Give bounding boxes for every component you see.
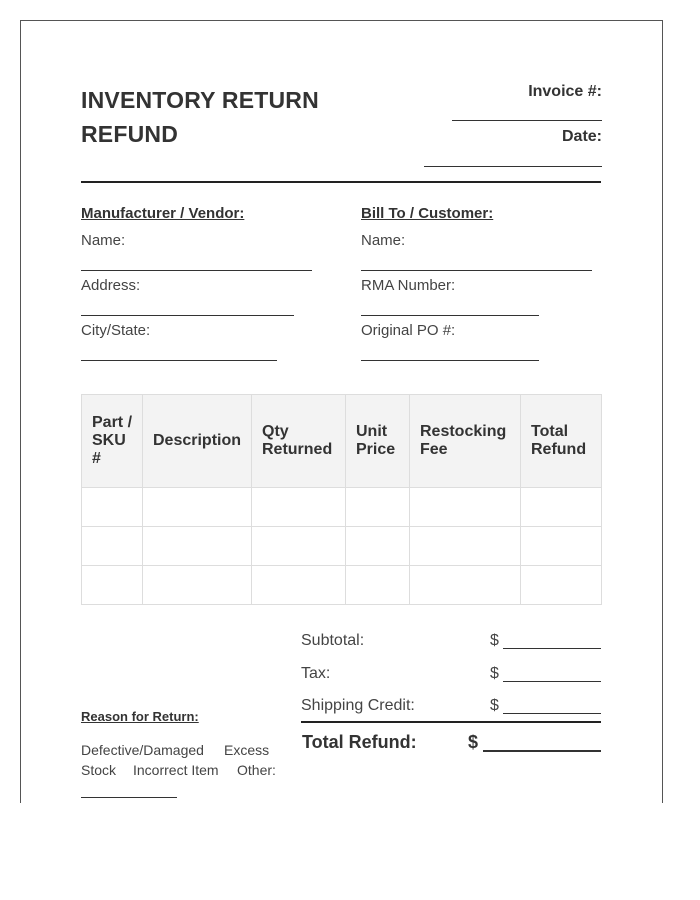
table-cell[interactable] (521, 488, 602, 527)
vendor-address-field[interactable] (81, 315, 294, 316)
col-part-sku: Part / SKU # (82, 395, 143, 488)
reason-option-excess-stock-label: Excess (224, 742, 270, 758)
invoice-field[interactable] (452, 120, 602, 121)
table-cell[interactable] (143, 488, 252, 527)
title-line-2: REFUND (81, 121, 179, 147)
vendor-city-state-label: City/State: (81, 322, 151, 339)
vendor-heading: Manufacturer / Vendor: (81, 205, 245, 222)
return-items-table (81, 394, 602, 605)
table-cell[interactable] (252, 527, 346, 566)
shipping-credit-label: Shipping Credit: (301, 697, 415, 714)
table-cell[interactable] (521, 566, 602, 605)
subtotal-field[interactable] (503, 648, 601, 649)
table-cell[interactable] (346, 527, 410, 566)
table-cell[interactable] (410, 527, 521, 566)
date-label: Date: (561, 128, 602, 145)
table-cell[interactable] (521, 527, 602, 566)
original-po-label: Original PO #: (361, 322, 456, 339)
table-row (82, 488, 602, 527)
total-refund-currency: $ (468, 732, 479, 752)
tax-field[interactable] (503, 681, 601, 682)
table-cell[interactable] (143, 566, 252, 605)
table-cell[interactable] (252, 566, 346, 605)
reason-other-field[interactable] (81, 797, 177, 798)
col-qty-returned: Qty Returned (252, 395, 346, 488)
title-line-1: INVENTORY RETURN (81, 87, 319, 113)
reason-option-excess-stock[interactable] (224, 742, 269, 758)
vendor-address-label: Address: (81, 277, 141, 294)
customer-heading: Bill To / Customer: (361, 205, 494, 222)
original-po-field[interactable] (361, 360, 539, 361)
col-total-refund: Total Refund (521, 395, 602, 488)
col-restocking-fee: Restocking Fee (410, 395, 521, 488)
table-cell[interactable] (410, 566, 521, 605)
invoice-label: Invoice #: (528, 83, 602, 100)
subtotal-label: Subtotal: (301, 632, 365, 649)
table-cell[interactable] (143, 527, 252, 566)
vendor-name-label: Name: (81, 232, 126, 249)
refund-form-sheet (20, 20, 663, 803)
col-description: Description (143, 395, 252, 488)
reason-heading: Reason for Return: (81, 709, 199, 724)
header-divider (81, 181, 601, 183)
subtotal-currency: $ (490, 632, 499, 649)
shipping-credit-currency: $ (490, 697, 499, 714)
table-row (82, 527, 602, 566)
total-refund-label: Total Refund: (302, 732, 417, 752)
table-cell[interactable] (346, 566, 410, 605)
col-unit-price: Unit Price (346, 395, 410, 488)
customer-name-label: Name: (361, 232, 406, 249)
table-cell[interactable] (252, 488, 346, 527)
summary-divider (301, 721, 601, 723)
reason-option-stock-continued: Stock (81, 762, 117, 778)
reason-option-incorrect-item[interactable]: Incorrect Item (133, 762, 219, 778)
table-cell[interactable] (82, 488, 143, 527)
date-field[interactable] (424, 166, 602, 167)
total-refund-field[interactable] (483, 750, 601, 752)
rma-number-label: RMA Number: (361, 277, 456, 294)
reason-option-other[interactable]: Other: (237, 762, 276, 778)
table-cell[interactable] (410, 488, 521, 527)
customer-name-field[interactable] (361, 270, 592, 271)
vendor-name-field[interactable] (81, 270, 312, 271)
table-cell[interactable] (346, 488, 410, 527)
table-cell[interactable] (82, 566, 143, 605)
form-title (81, 83, 319, 151)
rma-number-field[interactable] (361, 315, 539, 316)
table-row (82, 566, 602, 605)
shipping-credit-field[interactable] (503, 713, 601, 714)
reason-option-defective[interactable]: Defective/Damaged (81, 742, 204, 758)
table-cell[interactable] (82, 527, 143, 566)
tax-currency: $ (490, 665, 499, 682)
table-header-row (82, 395, 602, 488)
tax-label: Tax: (301, 665, 331, 682)
vendor-city-state-field[interactable] (81, 360, 277, 361)
